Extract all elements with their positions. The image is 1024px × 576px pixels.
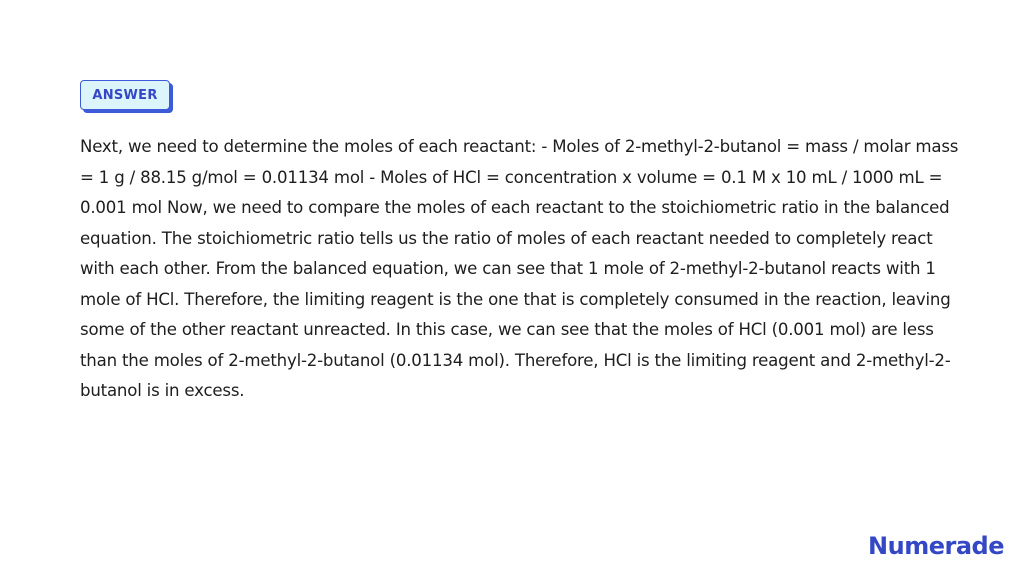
answer-text: Next, we need to determine the moles of each reactant: - Moles of 2-methyl-2-butanol = mass / molar mass = 1 g / 88.15 g/mol = 0.01134 mol - Moles of HCl = concentration x volume = 0.1 M x 10 mL / 1000 mL = 0.001 mol Now, we need to compare the moles of each reactant to the stoichiometric ratio in the balanced equation. The stoichiometric ratio tells us the ratio of moles of each reactant needed to completely react with each other. From the balanced equation, we can see that 1 mole of 2-methyl-2-butanol reacts with 1 mole of HCl. Therefore, the limiting reagent is the one that is completely consumed in the reaction, leaving some of the other reactant unreacted. In this case, we can see that the moles of HCl (0.001 mol) are less than the moles of 2-methyl-2-butanol (0.01134 mol). Therefore, HCl is the limiting reagent and 2-methyl-2-butanol is in excess. (80, 137, 959, 400)
answer-badge: ANSWER (80, 80, 170, 110)
numerade-logo: Numerade (868, 532, 1004, 560)
